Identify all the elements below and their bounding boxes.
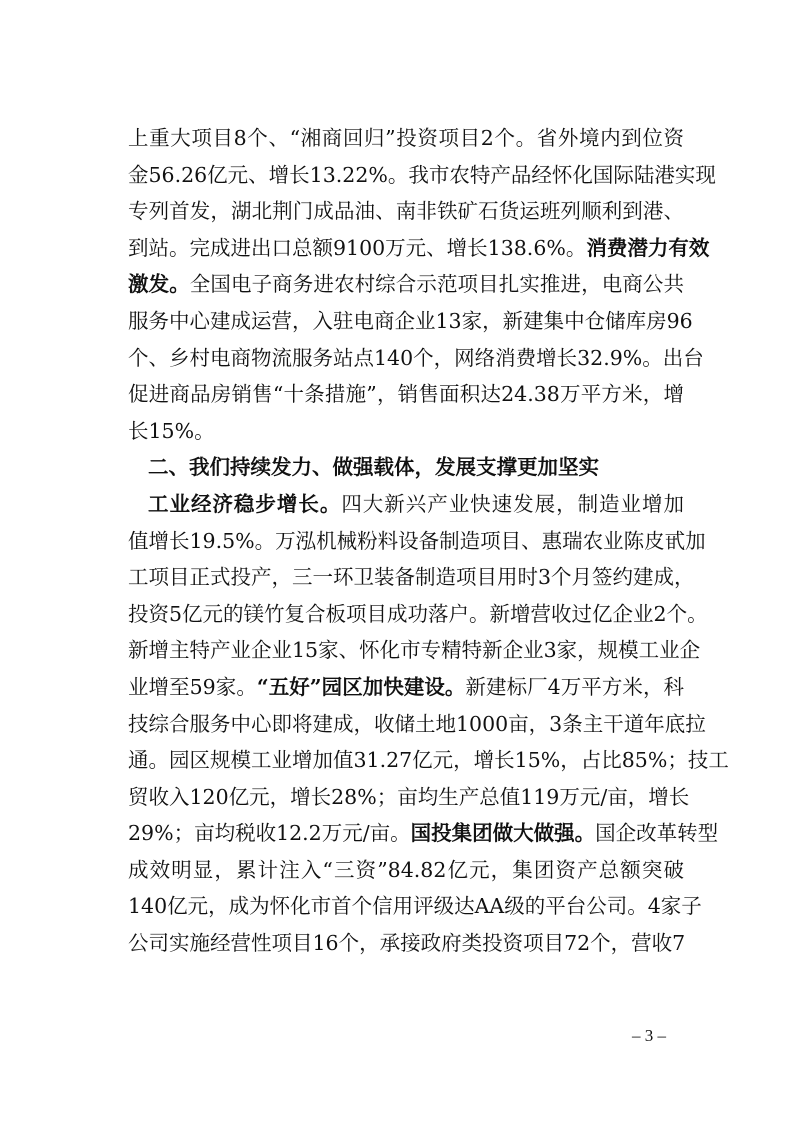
text-run: 国企改革转型: [595, 821, 719, 846]
text-line: [128, 669, 684, 706]
text-line: 上重大项目8个、“湘商回归”投资项目2个。省外境内到位资: [128, 126, 684, 150]
text-line: 促进商品房销售“十条措施”，销售面积达24.38万平方米，增: [128, 382, 684, 407]
text-line: [128, 230, 710, 267]
text-line: 长15%。: [128, 418, 215, 443]
bold-phrase: 工业经济稳步增长。: [148, 491, 342, 516]
text-line: 个、乡村电商物流服务站点140个，网络消费增长32.9%。出台: [128, 345, 704, 370]
page-number: – 3 –: [632, 1026, 666, 1045]
text-run: 到站。完成进出口总额9100万元、增长138.6%。: [128, 235, 587, 260]
text-run: 四大新兴产业快速发展，制造业增加: [341, 491, 684, 516]
text-line: 贸收入120亿元，增长28%；亩均生产总值119万元/亩，增长: [128, 784, 690, 809]
bold-phrase: “五好”园区加快建设。: [256, 674, 466, 699]
text-line: 成效明显，累计注入“三资”84.82亿元，集团资产总额突破: [128, 857, 684, 882]
document-body: [128, 120, 729, 962]
text-line: 金56.26亿元、增长13.22%。我市农特产品经怀化国际陆港实现: [128, 162, 716, 187]
text-line: 140亿元，成为怀化市首个信用评级达AA级的平台公司。4家子: [128, 894, 702, 919]
text-line: 专列首发，湖北荆门成品油、南非铁矿石货运班列顺利到港、: [128, 199, 684, 224]
text-line: [128, 815, 719, 852]
text-line: 通。园区规模工业增加值31.27亿元，增长15%，占比85%；技工: [128, 748, 729, 773]
text-line: [128, 266, 684, 303]
text-run: 业增至59家。: [128, 674, 257, 699]
text-line: 技综合服务中心即将建成，收储土地1000亩，3条主干道年底拉: [128, 711, 706, 736]
text-line: 新增主特产业企业15家、怀化市专精特新企业3家，规模工业企: [128, 638, 701, 663]
text-line: 投资5亿元的镁竹复合板项目成功落户。新增营收过亿企业2个。: [128, 601, 708, 626]
text-line: 服务中心建成运营，入驻电商企业13家，新建集中仓储库房96: [128, 308, 693, 333]
text-run: 全国电子商务进农村综合示范项目扎实推进，电商公共: [189, 272, 685, 297]
text-run: 29%；亩均税收12.2万元/亩。: [128, 821, 411, 846]
text-line: 工项目正式投产，三一环卫装备制造项目用时3个月签约建成，: [128, 565, 695, 590]
text-line: 值增长19.5%。万泓机械粉料设备制造项目、惠瑞农业陈皮甙加: [128, 528, 706, 553]
bold-phrase: 激发。: [128, 272, 190, 297]
bold-phrase: 消费潜力有效: [586, 235, 710, 260]
text-line: 公司实施经营性项目16个，承接政府类投资项目72个，营收7: [128, 931, 686, 956]
text-line: [128, 486, 684, 523]
section-heading: 二、我们持续发力、做强载体，发展支撑更加坚实: [148, 455, 599, 480]
text-run: 新建标厂4万平方米，科: [465, 674, 684, 699]
bold-phrase: 国投集团做大做强。: [410, 821, 596, 846]
